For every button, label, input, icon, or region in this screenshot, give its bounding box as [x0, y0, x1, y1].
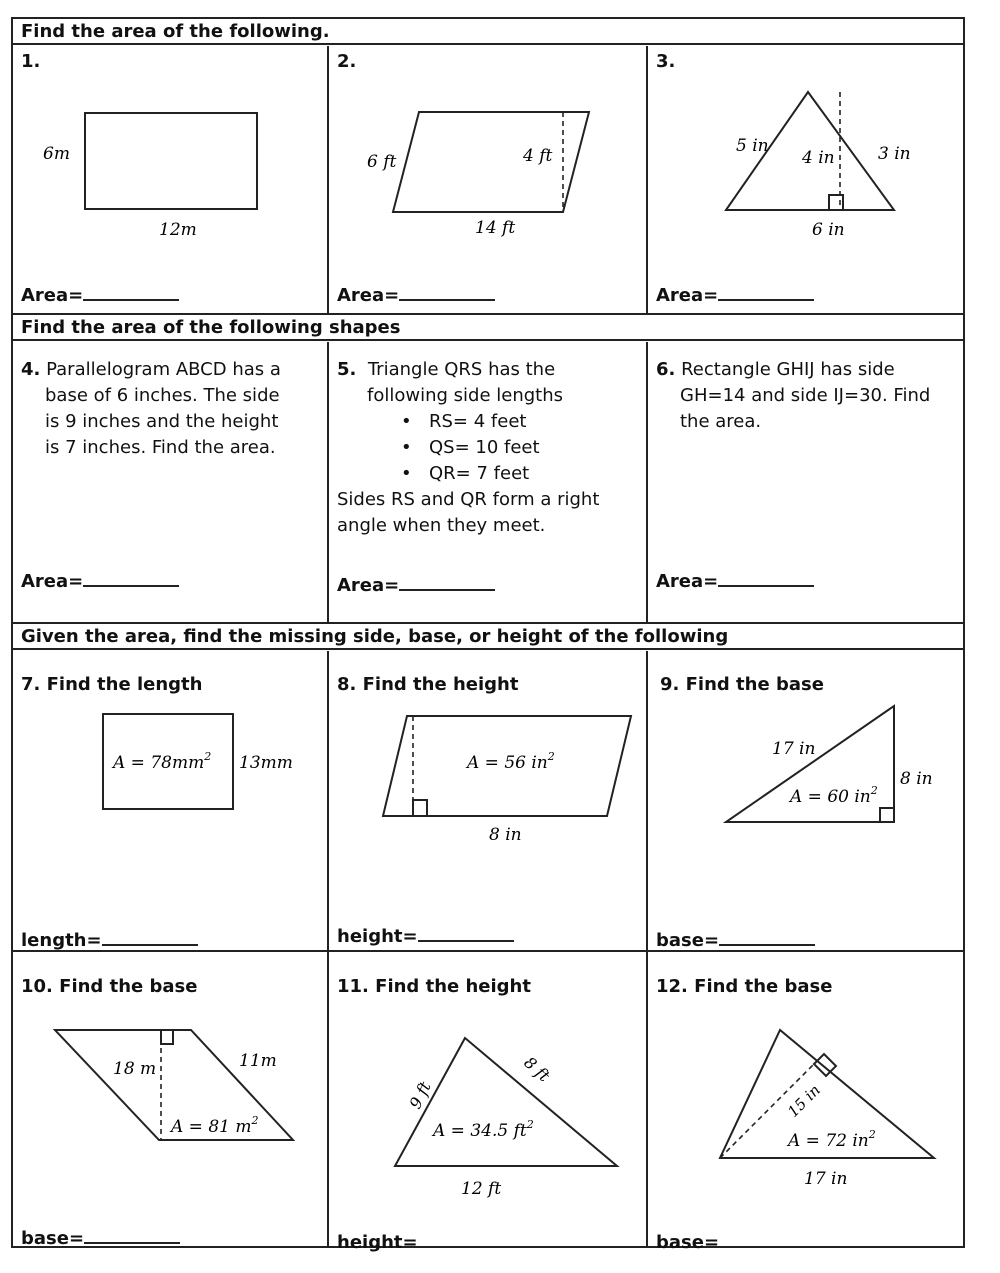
triangle-shape: [395, 1038, 617, 1166]
problem-text: Rectangle GHIJ has side: [681, 359, 895, 380]
list-item: • RS= 4 feet: [429, 409, 640, 435]
base-label: 12m: [159, 220, 197, 240]
list-item: • QR= 7 feet: [429, 461, 640, 487]
side-label: 13mm: [239, 753, 293, 773]
answer-label: base=: [656, 1232, 720, 1253]
worksheet: [11, 17, 965, 1253]
problem-text: following side lengths: [367, 385, 563, 406]
side-label: 6 ft: [367, 152, 397, 172]
height-label: 4 ft: [523, 146, 553, 166]
problem-number: 6.: [656, 359, 676, 380]
parallelogram-figure: [359, 706, 639, 856]
rectangle-shape: [85, 113, 257, 209]
base-label: 12 ft: [461, 1179, 502, 1199]
problem-number: 5.: [337, 359, 357, 380]
answer-line[interactable]: [337, 926, 514, 947]
rectangle-figure: [35, 97, 295, 240]
problem-3: [648, 47, 963, 313]
answer-label: base=: [21, 1228, 85, 1249]
problem-text: base of 6 inches. The side: [45, 385, 280, 406]
answer-line[interactable]: [337, 285, 495, 306]
problem-5: [329, 343, 646, 622]
answer-line[interactable]: [21, 1228, 180, 1249]
problem-title: 7. Find the length: [21, 674, 203, 695]
answer-line[interactable]: [21, 569, 179, 595]
problem-title: 12. Find the base: [656, 976, 833, 997]
answer-line[interactable]: [21, 285, 179, 306]
problem-text: Sides RS and QR form a right: [337, 489, 600, 510]
problem-text: Parallelogram ABCD has a: [46, 359, 281, 380]
answer-label: Area=: [656, 285, 719, 306]
area-label: A = 56 $in^2$: [467, 750, 555, 773]
section-header-1: Find the area of the following.: [13, 19, 963, 45]
left-side-label: 5 in: [736, 136, 769, 156]
right-angle-mark: [413, 800, 427, 816]
area-label: A = 81 $m^2$: [171, 1114, 259, 1137]
side-length-list: [337, 409, 640, 487]
problem-11: [329, 952, 646, 1253]
answer-label: Area=: [337, 285, 400, 306]
triangle-figure: [700, 1020, 960, 1190]
answer-line[interactable]: [656, 1232, 815, 1253]
answer-label: length=: [21, 930, 102, 951]
problem-text: is 9 inches and the height: [45, 411, 279, 432]
problem-title: 8. Find the height: [337, 674, 519, 695]
right-side-label: 8 ft: [520, 1052, 554, 1086]
side-label: 6m: [43, 144, 70, 164]
list-item: • QS= 10 feet: [429, 435, 640, 461]
problem-text: GH=14 and side IJ=30. Find: [680, 385, 931, 406]
area-label: A = 72 $in^2$: [788, 1128, 876, 1151]
problem-title: 11. Find the height: [337, 976, 531, 997]
problem-text: is 7 inches. Find the area.: [45, 437, 276, 458]
section-header-2: Find the area of the following shapes: [13, 315, 963, 341]
height-label: 4 in: [802, 148, 835, 168]
answer-label: Area=: [21, 285, 84, 306]
parallelogram-figure: [43, 1020, 323, 1160]
triangle-figure: [369, 1024, 629, 1199]
problem-2: [329, 47, 646, 313]
answer-label: Area=: [656, 571, 719, 592]
base-label: 8 in: [489, 825, 522, 845]
answer-line[interactable]: [21, 930, 198, 951]
triangle-figure: [708, 698, 958, 838]
side-label: 11m: [239, 1051, 277, 1071]
problem-10: [13, 952, 327, 1248]
base-label: 6 in: [812, 220, 845, 240]
problem-title: 10. Find the base: [21, 976, 198, 997]
problem-text: Triangle QRS has the: [367, 359, 556, 380]
base-label: 14 ft: [475, 218, 516, 238]
answer-label: Area=: [21, 571, 84, 592]
problem-1: [13, 47, 327, 313]
problem-9: [648, 652, 963, 950]
height-label: 15 in: [784, 1080, 824, 1121]
answer-line[interactable]: [656, 285, 814, 306]
parallelogram-shape: [393, 112, 589, 212]
problem-title: 9. Find the base: [660, 674, 824, 695]
answer-label: base=: [656, 930, 720, 951]
problem-number: 4.: [21, 359, 41, 380]
answer-label: Area=: [337, 575, 400, 596]
triangle-figure: [688, 77, 948, 247]
problem-text: the area.: [680, 411, 762, 432]
answer-line[interactable]: [337, 573, 495, 599]
section-header-3: Given the area, find the missing side, base, or height of the following: [13, 624, 963, 650]
answer-label: height=: [337, 1232, 418, 1253]
rectangle-figure: [83, 702, 323, 842]
problem-number: 3.: [656, 51, 676, 72]
height-label: 18 m: [113, 1059, 157, 1079]
left-side-label: 9 ft: [405, 1078, 435, 1112]
problem-number: 1.: [21, 51, 41, 72]
hypotenuse-label: 17 in: [772, 739, 816, 759]
right-side-label: 3 in: [878, 144, 911, 164]
area-label: A = 60 $in^2$: [790, 784, 878, 807]
problem-6: [648, 343, 963, 622]
problem-12: [648, 952, 963, 1253]
right-angle-mark: [880, 808, 894, 822]
problem-8: [329, 652, 646, 950]
answer-line[interactable]: [656, 930, 815, 951]
area-label: $A = 78mm^2$: [113, 750, 212, 773]
parallelogram-figure: [349, 87, 629, 247]
side-label: 8 in: [900, 769, 933, 789]
problem-number: 2.: [337, 51, 357, 72]
answer-line[interactable]: [656, 569, 814, 595]
area-label: A = 34.5 $ft^2$: [433, 1118, 534, 1141]
answer-line[interactable]: [337, 1232, 514, 1253]
base-label: 17 in: [804, 1169, 848, 1189]
right-angle-mark: [829, 195, 843, 210]
problem-7: [13, 652, 327, 950]
problem-text: angle when they meet.: [337, 515, 546, 536]
right-angle-mark: [161, 1030, 173, 1044]
answer-label: height=: [337, 926, 418, 947]
problem-4: [13, 343, 327, 622]
